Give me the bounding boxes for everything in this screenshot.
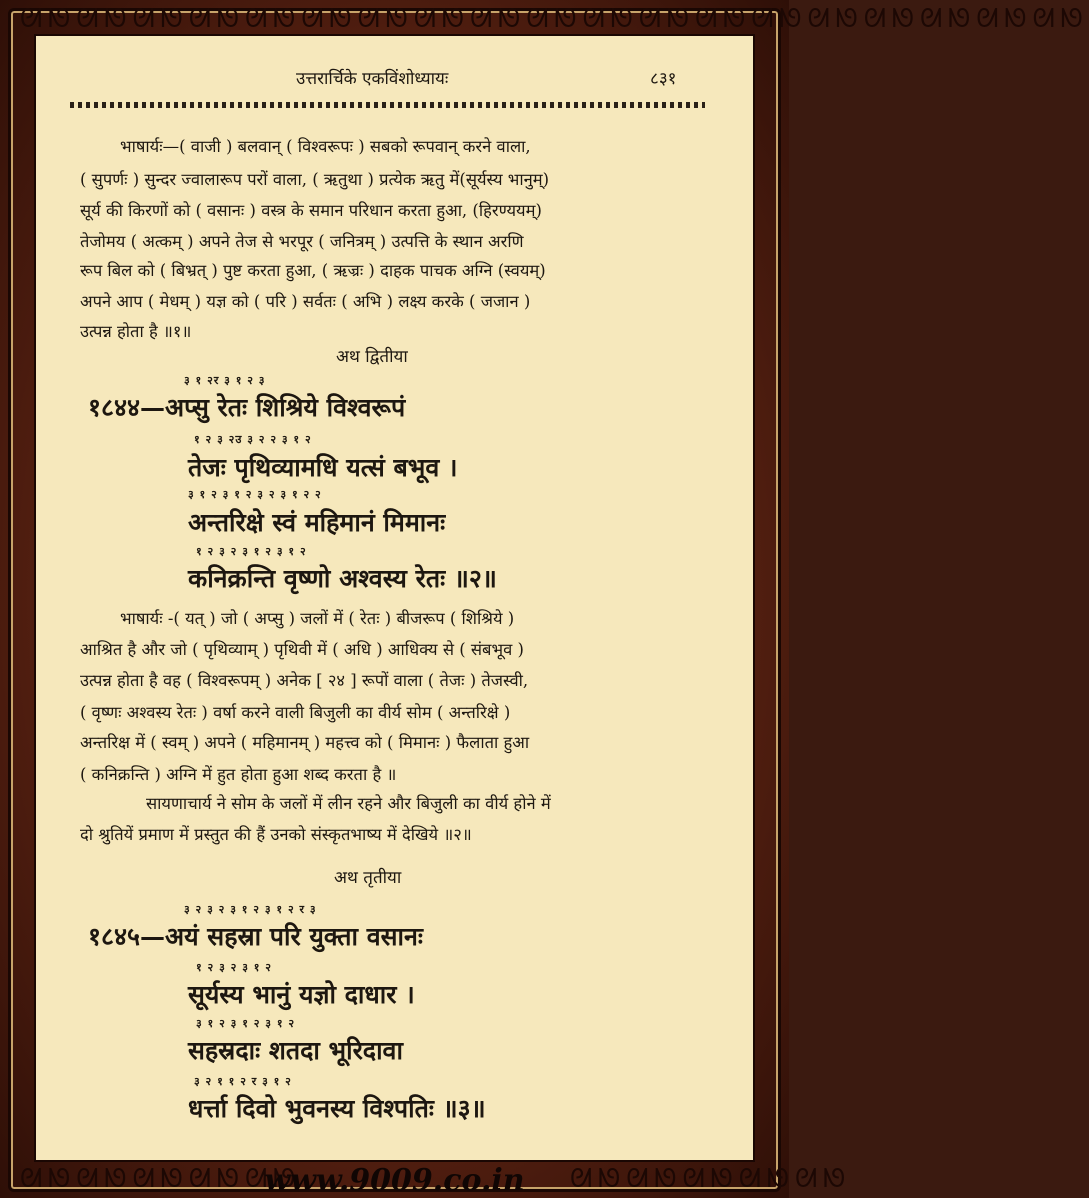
- verse-1844-line-2: तेजः पृथिव्यामधि यत्सं बभूव ।: [188, 453, 458, 482]
- verse-1844-accent-1: ३ १ २र ३ १ २ ३: [184, 374, 266, 387]
- verse-1844-line-1: १८४४—अप्सु रेतः शिश्रिये विश्वरूपं: [88, 393, 406, 422]
- commentary-2-line-1: भाषार्यः -( यत् ) जो ( अप्सु ) जलों में ( रेतः ) बीजरूप ( शिश्रिये ): [120, 609, 515, 628]
- verse-1845-accent-2: १ २ ३ २ ३ १ २: [196, 961, 273, 974]
- verse-1845-accent-1: ३ २ ३ २ ३ १ २ ३ १ २ र ३: [184, 903, 317, 916]
- section-heading-second: अथ द्वितीया: [336, 347, 408, 367]
- commentary-1-line-6: अपने आप ( मेधम् ) यज्ञ को ( परि ) सर्वतः ( अभि ) लक्ष्य करके ( जजान ): [80, 292, 531, 311]
- verse-1844-line-3: अन्तरिक्षे स्वं महिमानं मिमानः: [188, 508, 446, 537]
- footer-website-url: www.9009.co.in: [264, 1163, 525, 1198]
- frame-ornament-bottom-right: ᘛᘚᘛᘚᘛᘚᘛᘚᘛᘚ: [570, 1164, 852, 1194]
- header-rule: [70, 102, 705, 108]
- commentary-2-line-6: ( कनिक्रन्ति ) अग्नि में हुत होता हुआ शब्द करता है ॥: [80, 765, 397, 784]
- verse-1845-line-4: धर्त्ता दिवो भुवनस्य विश्पतिः ॥३॥: [188, 1094, 486, 1123]
- commentary-2-line-8: दो श्रुतियें प्रमाण में प्रस्तुत की हैं उनको संस्कृतभाष्य में देखिये ॥२॥: [80, 825, 472, 844]
- book-page: [36, 36, 753, 1160]
- verse-1844-accent-3: ३ १ २ ३ १ २ ३ २ ३ १ २ २: [188, 488, 322, 501]
- commentary-2-line-7: सायणाचार्य ने सोम के जलों में लीन रहने और बिजुली का वीर्य होने में: [146, 794, 551, 813]
- verse-1844-accent-4: १ २ ३ २ ३ १ २ ३ १ २: [196, 545, 307, 558]
- commentary-2-line-5: अन्तरिक्ष में ( स्वम् ) अपने ( महिमानम् ) महत्त्व को ( मिमानः ) फैलाता हुआ: [80, 733, 530, 752]
- commentary-1-line-4: तेजोमय ( अत्कम् ) अपने तेज से भरपूर ( जनित्रम् ) उत्पत्ति के स्थान अरणि: [80, 232, 524, 251]
- commentary-1-line-7: उत्पन्न होता है ॥१॥: [80, 322, 192, 341]
- commentary-1-line-2: ( सुपर्णः ) सुन्दर ज्वालारूप परों वाला, ( ऋतुथा ) प्रत्येक ऋतु में(सूर्यस्य भानुम्): [80, 170, 550, 189]
- commentary-1-line-5: रूप बिल को ( बिभ्रत् ) पुष्ट करता हुआ, ( ऋज्रः ) दाहक पाचक अग्नि (स्वयम्): [80, 261, 546, 280]
- page-number: ८३१: [650, 69, 677, 89]
- verse-1844-line-4: कनिक्रन्ति वृष्णो अश्वस्य रेतः ॥२॥: [188, 564, 497, 593]
- page-header-title: उत्तरार्चिके एकविंशोध्यायः: [296, 69, 449, 89]
- commentary-2-line-2: आश्रित है और जो ( पृथिव्याम् ) पृथिवी में ( अधि ) आधिक्य से ( संबभूव ): [80, 640, 524, 659]
- commentary-2-line-3: उत्पन्न होता है वह ( विश्वरूपम् ) अनेक [ २४ ] रूपों वाला ( तेजः ) तेजस्वी,: [80, 671, 529, 690]
- verse-1845-accent-4: ३ २ १ १ २ र ३ १ २: [194, 1075, 292, 1088]
- verse-1845-line-1: १८४५—अयं सहस्रा परि युक्ता वसानः: [88, 922, 423, 951]
- commentary-2-line-4: ( वृष्णः अश्वस्य रेतः ) वर्षा करने वाली बिजुली का वीर्य सोम ( अन्तरिक्षे ): [80, 703, 511, 722]
- frame-ornament-top: ᘛᘚᘛᘚᘛᘚᘛᘚᘛᘚᘛᘚᘛᘚᘛᘚᘛᘚᘛᘚᘛᘚᘛᘚᘛᘚᘛᘚᘛᘚᘛᘚᘛᘚᘛᘚᘛᘚ: [20, 4, 1089, 34]
- frame-ornament-bottom: ᘛᘚᘛᘚᘛᘚᘛᘚᘛᘚ: [20, 1164, 302, 1194]
- verse-1845-accent-3: ३ १ २ ३ १ २ ३ १ २: [196, 1017, 296, 1030]
- verse-1844-accent-2: १ २ ३ २उ ३ २ २ ३ १ २: [194, 433, 312, 446]
- section-heading-third: अथ तृतीया: [334, 868, 402, 888]
- verse-1845-line-2: सूर्यस्य भानुं यज्ञो दाधार ।: [188, 980, 415, 1009]
- verse-1845-line-3: सहस्रदाः शतदा भूरिदावा: [188, 1036, 403, 1065]
- commentary-1-line-3: सूर्य की किरणों को ( वसानः ) वस्त्र के समान परिधान करता हुआ, (हिरण्ययम्): [80, 201, 542, 220]
- commentary-1-line-1: भाषार्यः—( वाजी ) बलवान् ( विश्वरूपः ) सबको रूपवान् करने वाला,: [120, 137, 531, 156]
